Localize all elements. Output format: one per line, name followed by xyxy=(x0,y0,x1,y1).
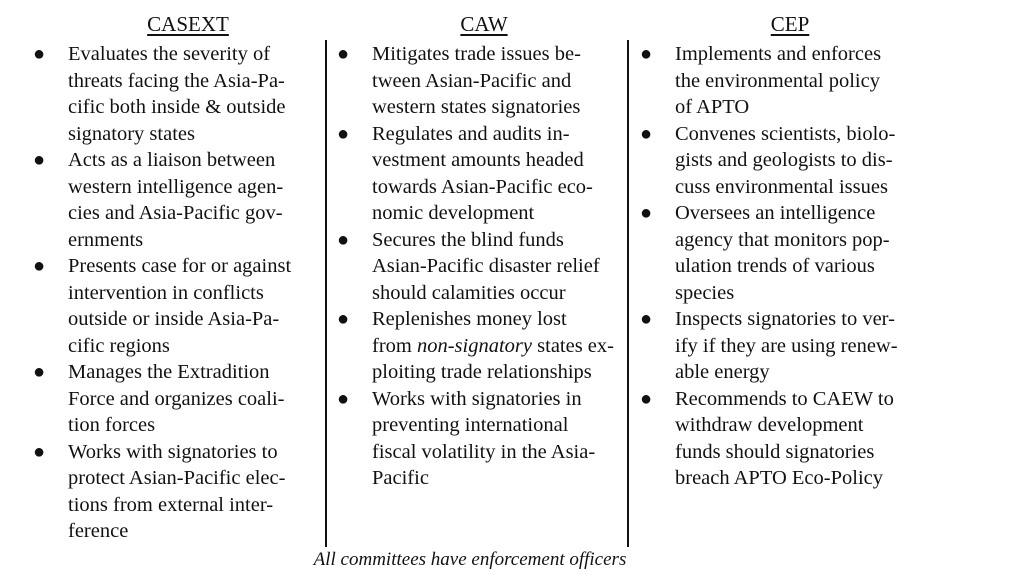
italic-term: non-signatory xyxy=(416,334,533,357)
item-line: cuss environmental issues xyxy=(675,175,888,198)
item-line: Acts as a liaison between xyxy=(68,149,276,171)
bullet-icon: ● xyxy=(640,202,653,224)
item-line: ify if they are using renew- xyxy=(675,334,898,357)
bullet-icon: ● xyxy=(337,122,350,145)
item-line: vestment amounts headed xyxy=(372,149,584,171)
list-item xyxy=(637,200,937,306)
list-item xyxy=(637,386,937,492)
list-item xyxy=(30,41,326,147)
item-line: Implements and enforces xyxy=(675,43,882,65)
item-line: agency that monitors pop- xyxy=(675,228,890,251)
item-line: Presents case for or against xyxy=(68,255,292,277)
item-line: western states signatories xyxy=(372,96,581,118)
item-line: protect Asian-Pacific elec- xyxy=(68,467,286,489)
item-line: Evaluates the severity of xyxy=(68,43,271,65)
column-heading: CASEXT xyxy=(147,12,229,36)
bullet-icon: ● xyxy=(640,308,653,330)
bullet-icon: ● xyxy=(640,387,653,410)
item-line: outside or inside Asia-Pa- xyxy=(68,308,280,330)
column-cep xyxy=(637,10,937,492)
item-line: Inspects signatories to ver- xyxy=(675,308,895,330)
item-line: towards Asian-Pacific eco- xyxy=(372,175,593,198)
item-line: Secures the blind funds xyxy=(372,228,564,251)
item-line: ference xyxy=(68,520,129,542)
item-line: of APTO xyxy=(675,96,750,118)
item-line: ploiting trade relationships xyxy=(372,361,592,383)
item-line: Recommends to CAEW to xyxy=(675,387,894,410)
item-line: Oversees an intelligence xyxy=(675,202,876,224)
bullet-icon: ● xyxy=(33,43,46,65)
item-line: Asian-Pacific disaster relief xyxy=(372,255,600,277)
duty-list xyxy=(30,41,326,545)
item-line: tions from external inter- xyxy=(68,493,274,516)
list-item xyxy=(30,253,326,359)
item-line: Replenishes money lost xyxy=(372,308,567,330)
item-line: ernments xyxy=(68,228,144,251)
bullet-icon: ● xyxy=(640,43,653,65)
bullet-icon: ● xyxy=(640,122,653,145)
item-line: the environmental policy xyxy=(675,69,880,92)
duty-list xyxy=(334,41,626,492)
bullet-icon: ● xyxy=(337,308,350,330)
item-line: Works with signatories in xyxy=(372,387,582,410)
list-item xyxy=(334,386,626,492)
list-item xyxy=(334,227,626,307)
item-line: fiscal volatility in the Asia- xyxy=(372,440,596,463)
item-line: withdraw development xyxy=(675,414,864,436)
item-line: Manages the Extradition xyxy=(68,361,270,383)
item-line: cies and Asia-Pacific gov- xyxy=(68,202,283,224)
list-item xyxy=(334,306,626,386)
list-item xyxy=(637,306,937,386)
item-line: cific regions xyxy=(68,334,170,357)
item-line: Mitigates trade issues be- xyxy=(372,43,581,65)
item-line: from non-signatory states ex- xyxy=(372,334,614,357)
column-caw xyxy=(334,10,626,492)
column-heading: CEP xyxy=(770,12,810,36)
item-line: able energy xyxy=(675,361,770,383)
item-line: nomic development xyxy=(372,202,535,224)
item-line: ulation trends of various xyxy=(675,255,875,277)
bullet-icon: ● xyxy=(337,387,350,410)
item-line: breach APTO Eco-Policy xyxy=(675,467,883,489)
item-line: funds should signatories xyxy=(675,440,875,463)
bullet-icon: ● xyxy=(33,149,46,171)
bullet-icon: ● xyxy=(337,43,350,65)
item-line: gists and geologists to dis- xyxy=(675,149,893,171)
bullet-icon: ● xyxy=(33,440,46,463)
list-item xyxy=(637,121,937,201)
list-item xyxy=(30,439,326,545)
item-line: Convenes scientists, biolo- xyxy=(675,122,896,145)
item-line: tion forces xyxy=(68,414,156,436)
column-heading: CAW xyxy=(460,12,508,36)
item-line: should calamities occur xyxy=(372,281,566,304)
item-line: Works with signatories to xyxy=(68,440,278,463)
item-line: intervention in conflicts xyxy=(68,281,264,304)
item-line: threats facing the Asia-Pa- xyxy=(68,69,285,92)
list-item xyxy=(30,147,326,253)
list-item xyxy=(334,121,626,227)
bullet-icon: ● xyxy=(33,361,46,383)
column-divider xyxy=(627,40,629,547)
item-line: western intelligence agen- xyxy=(68,175,284,198)
list-item xyxy=(637,41,937,121)
column-casext xyxy=(30,10,326,545)
item-line: Pacific xyxy=(372,467,429,489)
item-line: signatory states xyxy=(68,122,195,145)
footer-note: All committees have enforcement officers xyxy=(313,549,627,570)
item-line: cific both inside & outside xyxy=(68,96,286,118)
duty-list xyxy=(637,41,937,492)
bullet-icon: ● xyxy=(33,255,46,277)
item-line: species xyxy=(675,281,735,304)
column-divider xyxy=(325,40,327,547)
item-line: Force and organizes coali- xyxy=(68,387,285,410)
item-line: Regulates and audits in- xyxy=(372,122,570,145)
bullet-icon: ● xyxy=(337,228,350,251)
item-line: preventing international xyxy=(372,414,569,436)
item-line: tween Asian-Pacific and xyxy=(372,69,572,92)
list-item xyxy=(30,359,326,439)
list-item xyxy=(334,41,626,121)
